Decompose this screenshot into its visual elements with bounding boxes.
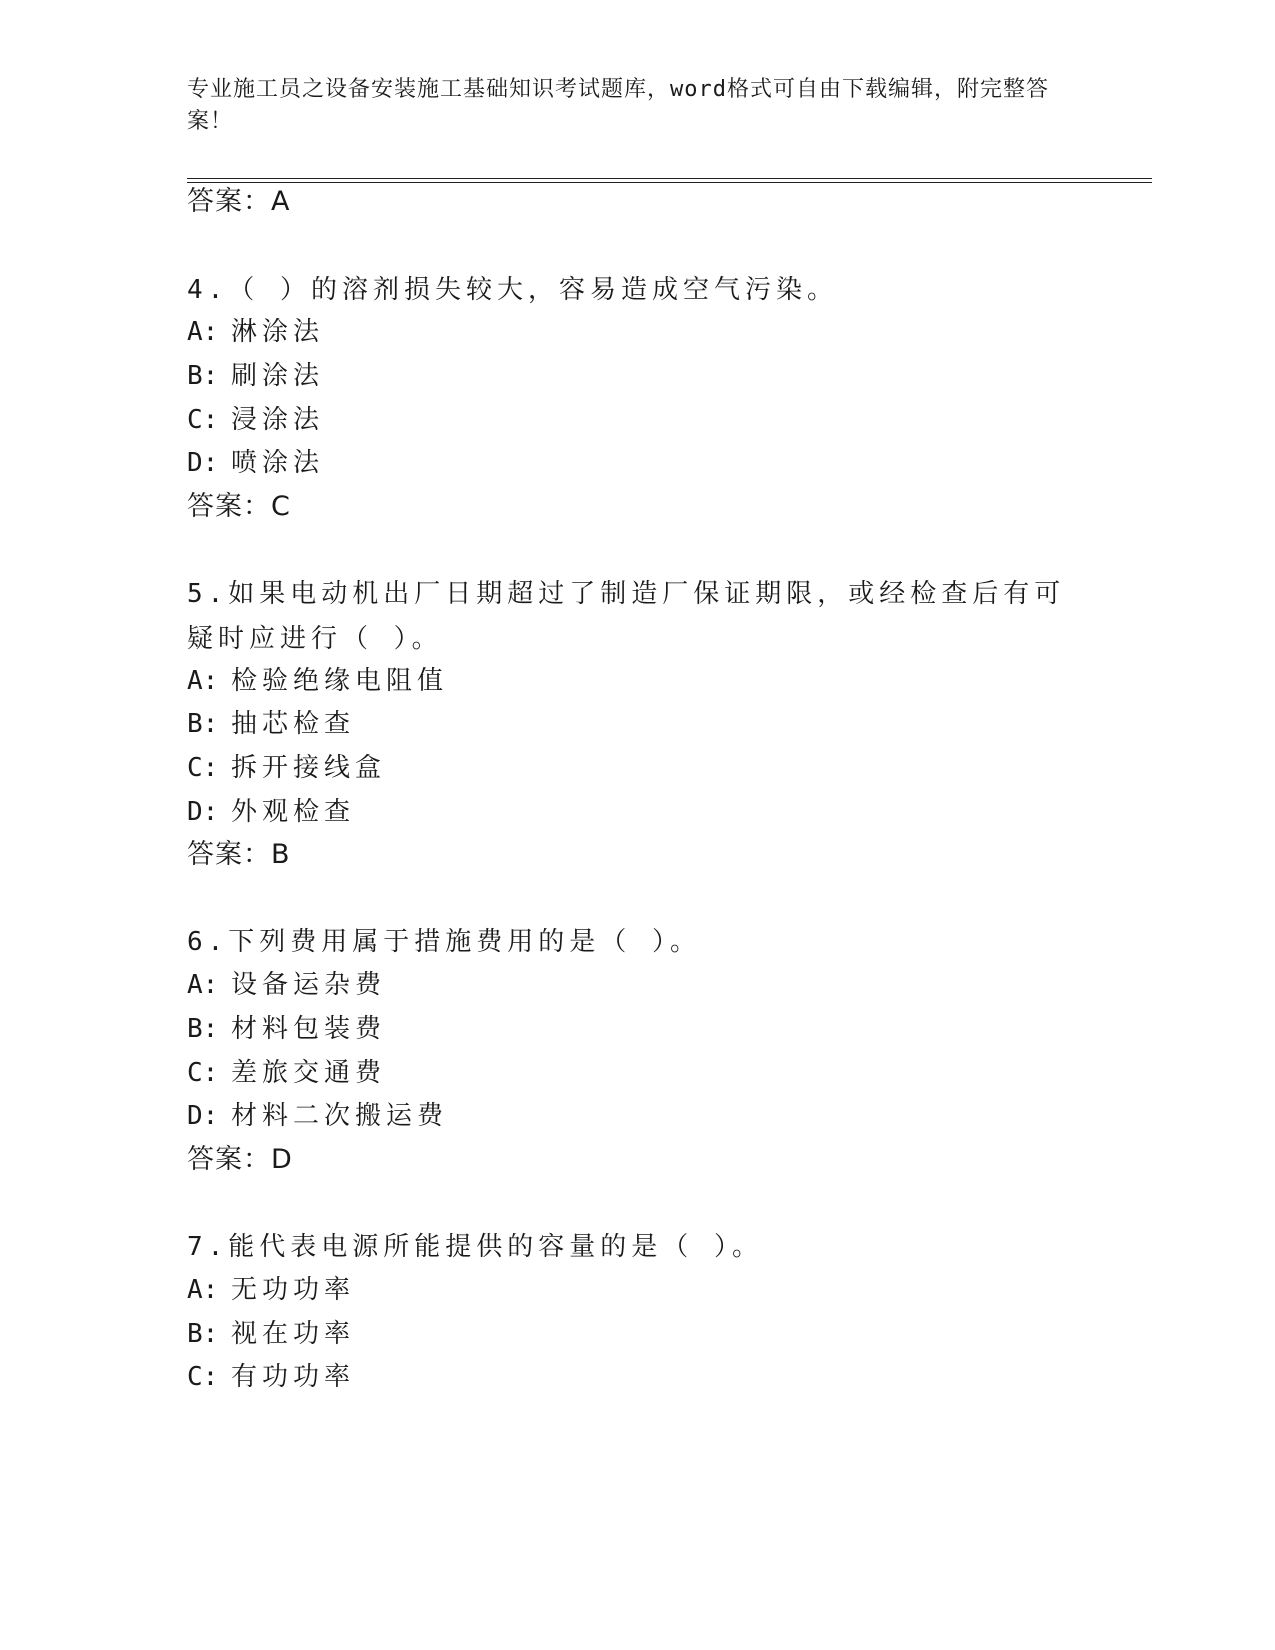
option-b — [187, 708, 355, 740]
option-label: B: — [187, 1319, 219, 1349]
answer-line: 答案：B — [187, 839, 291, 870]
option-text: 材料包装费 — [231, 1014, 387, 1044]
option-a — [187, 316, 324, 348]
option-text: 喷涂法 — [231, 448, 325, 478]
question-text: 5.如果电动机出厂日期超过了制造厂保证期限，或经检查后有可疑时应进行（ ）。 — [187, 579, 1066, 654]
option-label: A: — [187, 317, 219, 347]
option-text: 淋涂法 — [231, 317, 325, 347]
option-a — [187, 1274, 355, 1306]
answer-line: 答案：D — [187, 1144, 293, 1175]
option-text: 检验绝缘电阻值 — [231, 666, 449, 696]
option-c — [187, 1057, 386, 1089]
option-label: B: — [187, 361, 219, 391]
question-text: 7.能代表电源所能提供的容量的是（ ）。 — [187, 1232, 763, 1262]
option-text: 刷涂法 — [231, 361, 325, 391]
option-label: A: — [187, 1275, 219, 1305]
option-label: D: — [187, 448, 219, 478]
option-text: 外观检查 — [231, 797, 356, 827]
option-d — [187, 796, 355, 828]
document-header: 专业施工员之设备安装施工基础知识考试题库，word格式可自由下载编辑，附完整答案！ — [187, 77, 1049, 134]
option-text: 拆开接线盒 — [231, 753, 387, 783]
option-text: 抽芯检查 — [231, 709, 356, 739]
option-c — [187, 404, 324, 436]
question-text: 6.下列费用属于措施费用的是（ ）。 — [187, 927, 701, 957]
option-text: 视在功率 — [231, 1319, 356, 1349]
option-b — [187, 1318, 355, 1350]
option-c — [187, 752, 386, 784]
option-label: A: — [187, 666, 219, 696]
option-c — [187, 1361, 355, 1393]
option-a — [187, 665, 448, 697]
option-label: C: — [187, 1058, 219, 1088]
header-divider — [187, 178, 1152, 183]
option-a — [187, 969, 386, 1001]
option-text: 无功功率 — [231, 1275, 356, 1305]
option-b — [187, 1013, 386, 1045]
answer-line: 答案：A — [187, 186, 291, 217]
question-text: 4.（ ）的溶剂损失较大，容易造成空气污染。 — [187, 275, 838, 305]
option-label: D: — [187, 797, 219, 827]
option-text: 差旅交通费 — [231, 1058, 387, 1088]
option-text: 有功功率 — [231, 1362, 356, 1392]
option-text: 材料二次搬运费 — [231, 1101, 449, 1131]
option-d — [187, 1100, 448, 1132]
answer-line: 答案：C — [187, 491, 291, 522]
option-b — [187, 360, 324, 392]
option-text: 浸涂法 — [231, 405, 325, 435]
option-label: D: — [187, 1101, 219, 1131]
option-text: 设备运杂费 — [231, 970, 387, 1000]
option-label: A: — [187, 970, 219, 1000]
option-label: C: — [187, 1362, 219, 1392]
option-d — [187, 447, 324, 479]
option-label: C: — [187, 405, 219, 435]
option-label: B: — [187, 709, 219, 739]
option-label: B: — [187, 1014, 219, 1044]
option-label: C: — [187, 753, 219, 783]
